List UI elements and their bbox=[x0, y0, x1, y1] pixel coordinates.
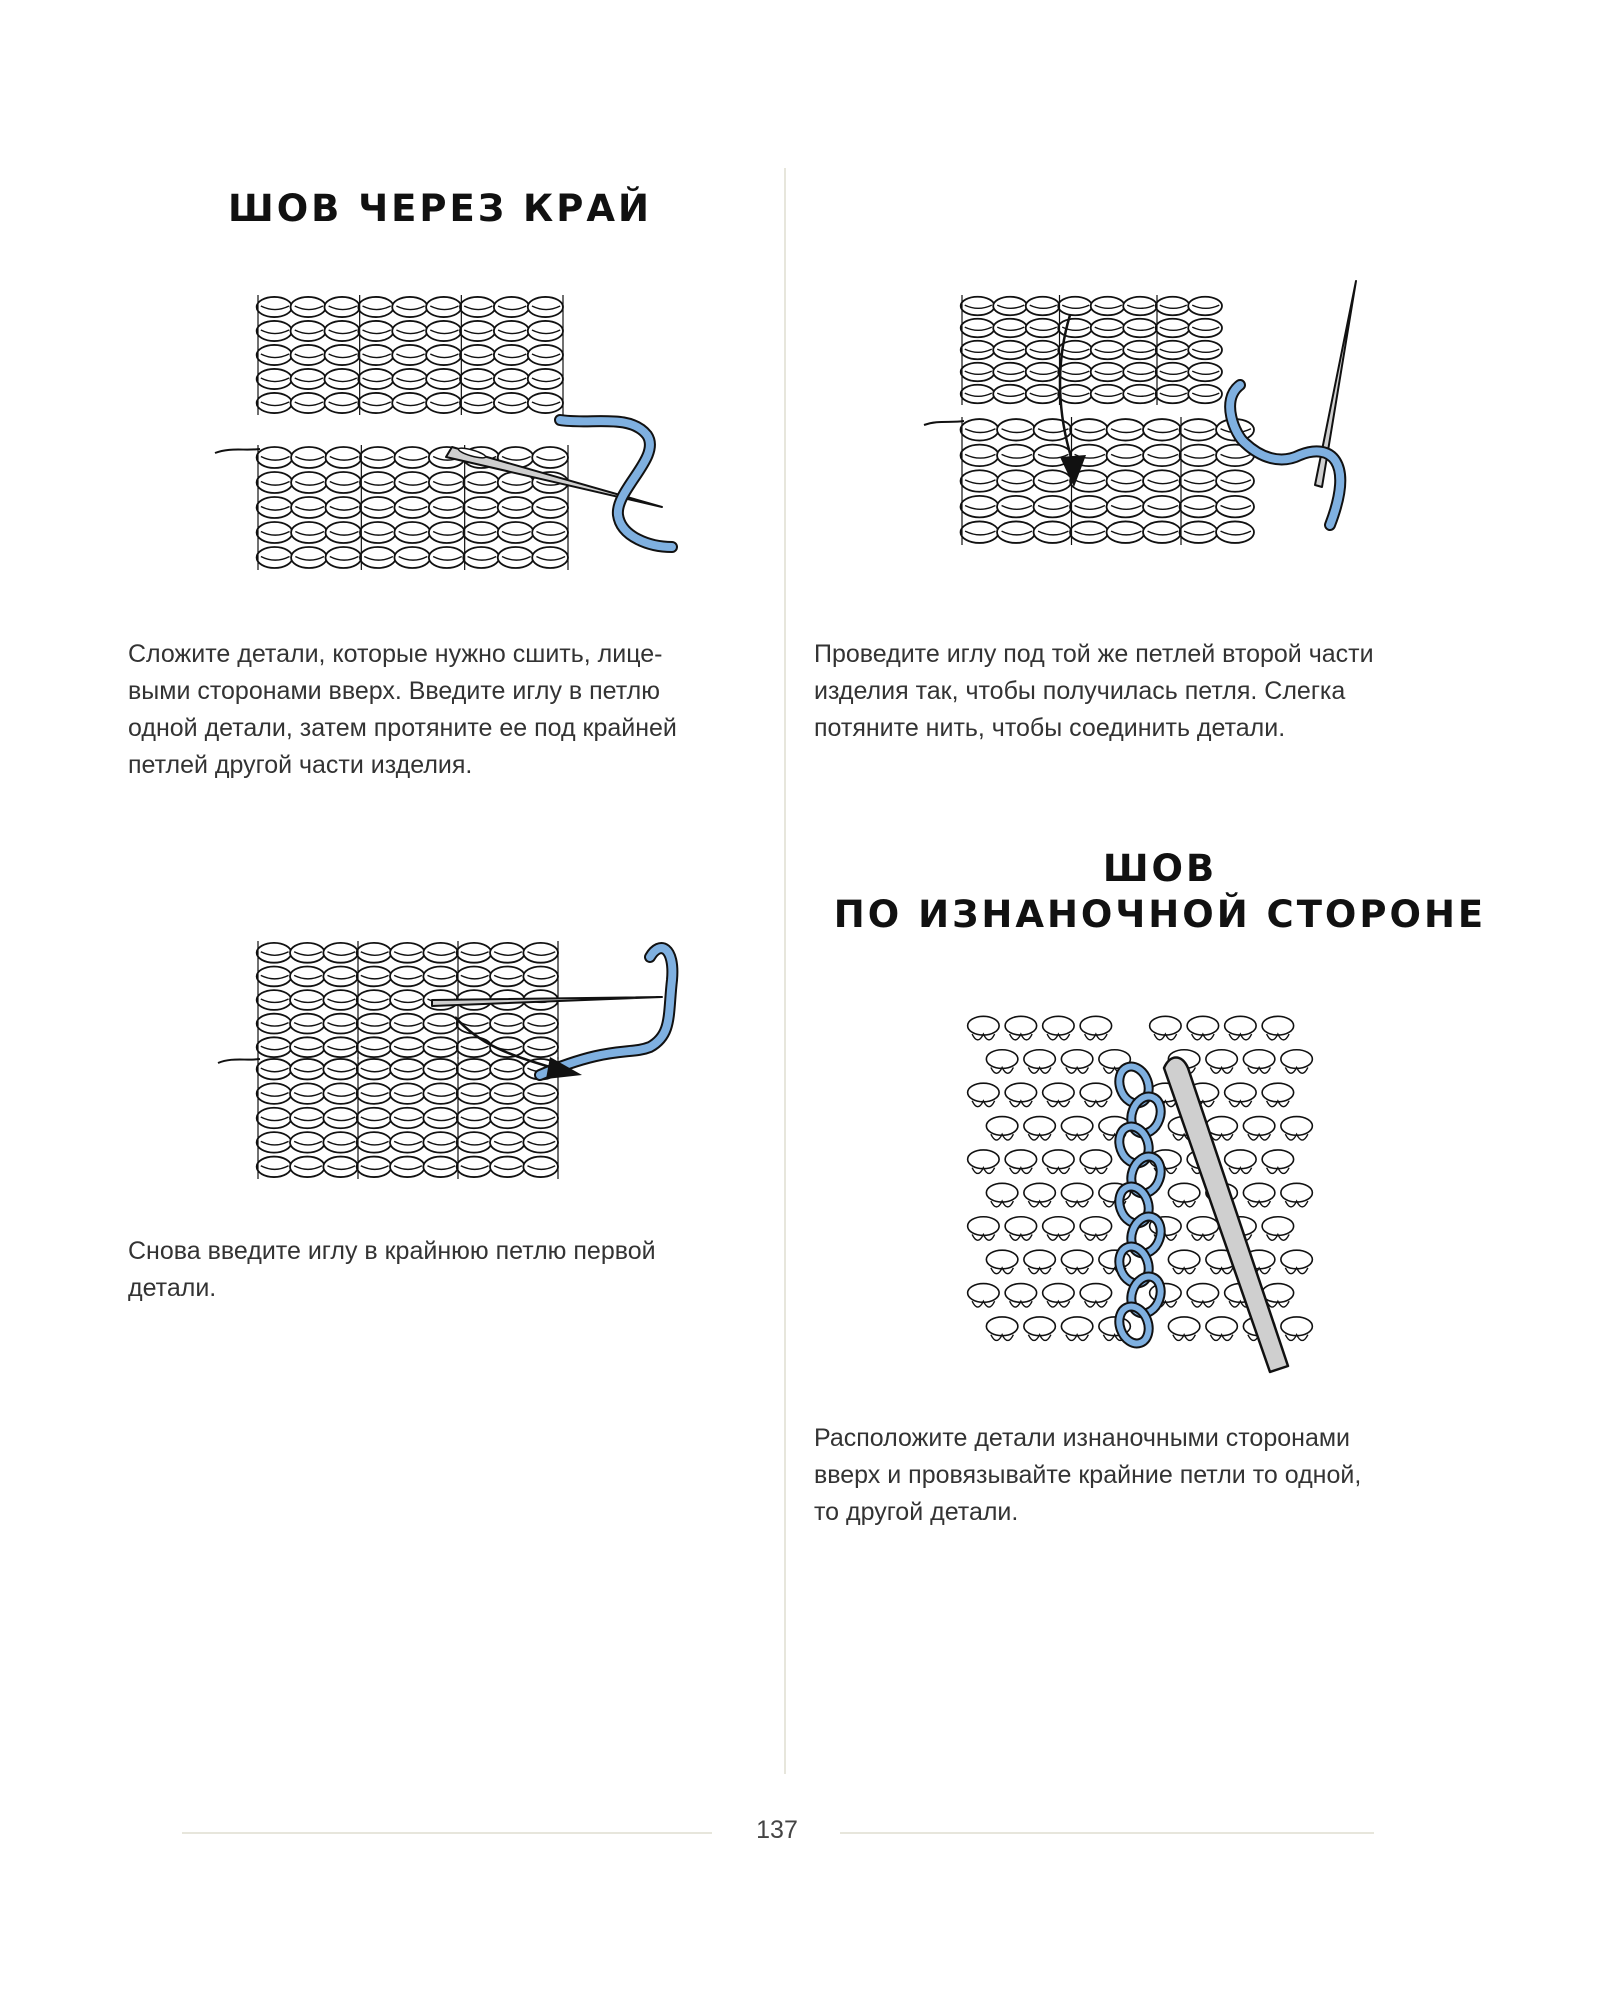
knit-swatch-top bbox=[257, 295, 563, 415]
fig-edge-seam-step1 bbox=[210, 285, 690, 595]
footer-rule-right bbox=[840, 1832, 1374, 1834]
knit-swatch-bottom bbox=[961, 417, 1254, 545]
loose-end-strand bbox=[924, 421, 964, 425]
footer-rule-left bbox=[182, 1832, 712, 1834]
knit-swatch-top bbox=[961, 295, 1222, 405]
heading-wrong-side-seam: ШОВ ПО ИЗНАНОЧНОЙ СТОРОНЕ bbox=[833, 847, 1487, 936]
step3-text: Проведите иглу под той же петлей второй части изделия так, чтобы получилась петля. Слегка потяните нить, чтобы соединить детали. bbox=[814, 640, 1374, 742]
fig-wrong-side-seam bbox=[970, 1010, 1320, 1380]
fig-edge-seam-step3 bbox=[920, 275, 1380, 555]
step1-text: Сложите детали, которые нужно сшить, лице- выми сторонами вверх. Введите иглу в петлю одной детали, затем протяните ее под крайней петлей другой части изделия. bbox=[128, 640, 677, 779]
step4-text: Расположите детали изнаночными сторонами вверх и провязывайте крайние петли то одной, то другой детали. bbox=[814, 1424, 1362, 1526]
step2-text: Снова введите иглу в крайнюю петлю первой детали. bbox=[128, 1237, 656, 1302]
seam-chain-icon bbox=[1114, 1062, 1165, 1347]
heading-edge-seam: ШОВ ЧЕРЕЗ КРАЙ bbox=[228, 187, 652, 230]
page-number: 137 bbox=[756, 1816, 798, 1844]
fig-edge-seam-step2 bbox=[210, 935, 690, 1195]
knit-swatch-bottom bbox=[257, 445, 568, 570]
loose-end-strand bbox=[215, 449, 260, 453]
knit-swatch-bottom bbox=[257, 1057, 558, 1179]
loose-end-strand bbox=[218, 1059, 260, 1063]
column-divider bbox=[784, 168, 786, 1774]
purl-swatch-left bbox=[968, 1016, 1131, 1340]
